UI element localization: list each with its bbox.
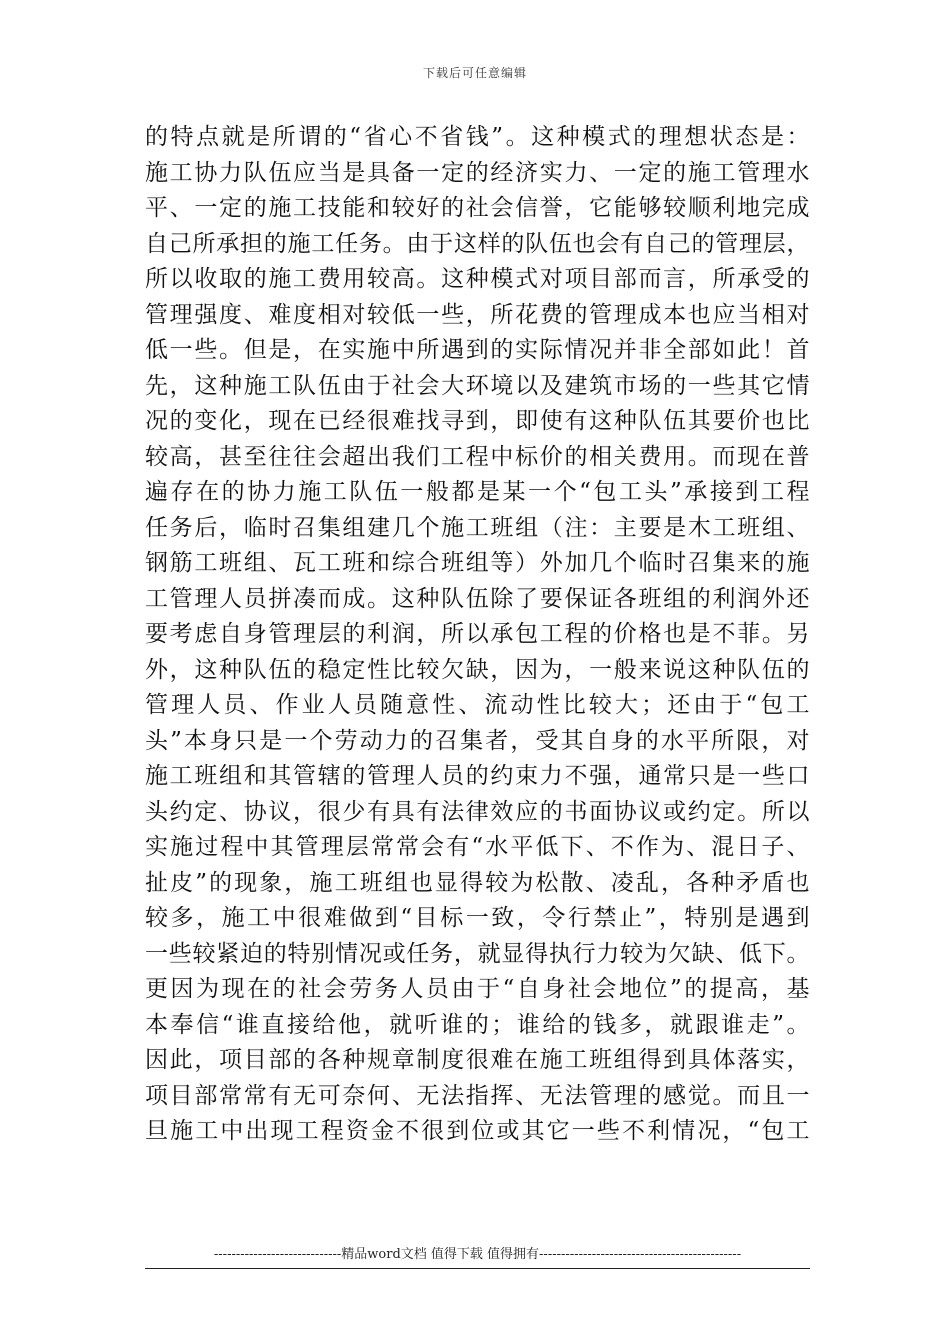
body-line: 自己所承担的施工任务。由于这样的队伍也会有自己的管理层， [145,230,810,257]
document-body [145,120,810,1150]
body-line: 的特点就是所谓的“省心不省钱”。这种模式的理想状态是： [145,124,810,150]
body-line: 更因为现在的社会劳务人员由于“自身社会地位”的提高，基 [145,976,810,1002]
body-line: 头约定、协议，很少有具有法律效应的书面协议或约定。所以 [145,798,810,825]
body-line: 管理人员、作业人员随意性、流动性比较大；还由于“包工 [145,692,810,718]
body-line: 实施过程中其管理层常常会有“水平低下、不作为、混日子、 [145,834,810,860]
body-line: 扯皮”的现象，施工班组也显得较为松散、凌乱，各种矛盾也 [145,869,810,896]
page-header: 下载后可任意编辑 [422,66,527,80]
body-line: 头”本身只是一个劳动力的召集者，受其自身的水平所限，对 [145,727,810,754]
body-line: 任务后，临时召集组建几个施工班组（注：主要是木工班组、 [145,514,810,541]
body-line: 项目部常常有无可奈何、无法指挥、无法管理的感觉。而且一 [145,1082,810,1109]
body-line: 工管理人员拼凑而成。这种队伍除了要保证各班组的利润外还 [145,585,810,612]
body-line: 一些较紧迫的特别情况或任务，就显得执行力较为欠缺、低下。 [145,940,810,967]
body-line: 遍存在的协力施工队伍一般都是某一个“包工头”承接到工程 [145,479,810,505]
body-line: 施工班组和其管辖的管理人员的约束力不强，通常只是一些口 [145,763,810,789]
body-line: 要考虑自身管理层的利润，所以承包工程的价格也是不菲。另 [145,621,810,647]
body-line: 本奉信“谁直接给他，就听谁的；谁给的钱多，就跟谁走”。 [145,1011,810,1038]
page-footer: -----------------------------精品word文档 值得下载 值得拥有---------------------------------------------- [145,1243,810,1269]
body-line: 较高，甚至往往会超出我们工程中标价的相关费用。而现在普 [145,443,810,470]
body-line: 先，这种施工队伍由于社会大环境以及建筑市场的一些其它情 [145,372,810,399]
body-line: 钢筋工班组、瓦工班和综合班组等）外加几个临时召集来的施 [145,550,810,576]
body-line: 施工协力队伍应当是具备一定的经济实力、一定的施工管理水 [145,159,810,186]
body-line: 旦施工中出现工程资金不很到位或其它一些不利情况，“包工 [145,1118,810,1144]
body-line: 况的变化，现在已经很难找寻到，即使有这种队伍其要价也比 [145,408,810,434]
body-line: 平、一定的施工技能和较好的社会信誉，它能够较顺利地完成 [145,195,810,221]
body-line: 外，这种队伍的稳定性比较欠缺，因为，一般来说这种队伍的 [145,656,810,683]
body-line: 较多，施工中很难做到“目标一致，令行禁止”，特别是遇到 [145,905,810,931]
body-line: 所以收取的施工费用较高。这种模式对项目部而言，所承受的 [145,266,810,292]
body-line: 管理强度、难度相对较低一些，所花费的管理成本也应当相对 [145,301,810,328]
body-line: 因此，项目部的各种规章制度很难在施工班组得到具体落实， [145,1047,810,1073]
body-line: 低一些。但是，在实施中所遇到的实际情况并非全部如此！首 [145,337,810,363]
